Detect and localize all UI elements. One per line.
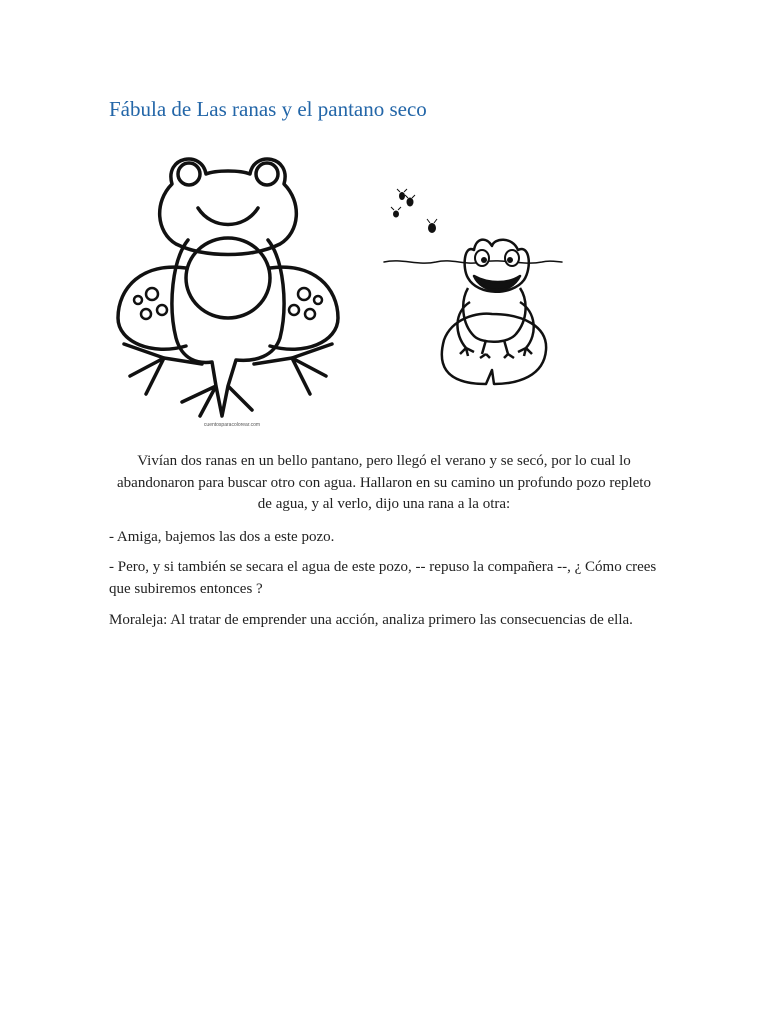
- flies-icon: [393, 192, 436, 233]
- frog-sitting-illustration: [112, 150, 344, 430]
- document-title: Fábula de Las ranas y el pantano seco: [109, 97, 427, 121]
- dialogue-line-1: - Amiga, bajemos las dos a este pozo.: [109, 529, 335, 545]
- illustration-caption: cuentosparacolorear.com: [203, 422, 261, 428]
- intro-paragraph: Vivían dos ranas en un bello pantano, pero llegó el verano y se secó, por lo cual lo abandonaron para buscar otro con agua. Hallaron en su camino un profundo pozo repleto de agua, y al verlo, dijo una rana a la otra:: [117, 453, 651, 512]
- frog-lilypad-illustration: [382, 184, 564, 394]
- dialogue-line-2: - Pero, y si también se secara el agua de este pozo, -- repuso la compañera --, ¿ Cómo crees que subiremos entonces ?: [109, 559, 657, 597]
- moral-paragraph: Moraleja: Al tratar de emprender una acción, analiza primero las consecuencias de ella.: [109, 612, 633, 628]
